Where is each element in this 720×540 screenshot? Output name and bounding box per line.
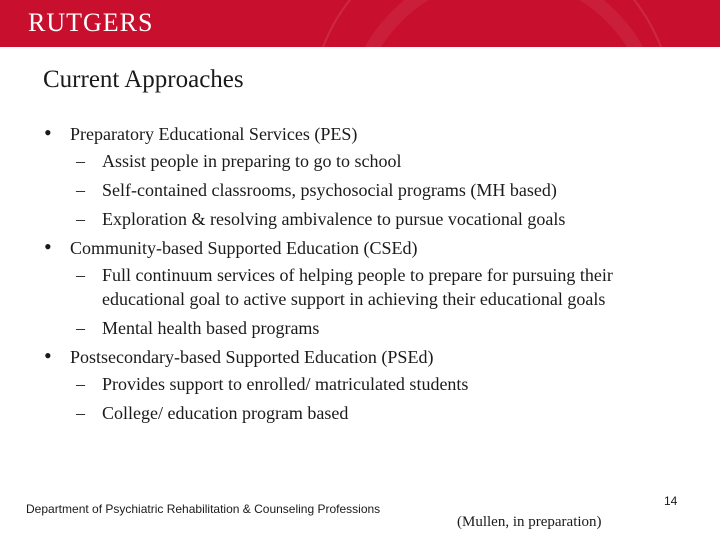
bullet-icon: • bbox=[44, 120, 52, 145]
sub-item bbox=[0, 178, 720, 202]
bullet-item-csed bbox=[0, 236, 720, 260]
dash-icon: – bbox=[76, 265, 85, 285]
dash-icon: – bbox=[76, 374, 85, 394]
bullet-item-pes bbox=[0, 122, 720, 146]
dash-icon: – bbox=[76, 403, 85, 423]
slide-title: Current Approaches bbox=[43, 66, 244, 93]
sub-item bbox=[0, 372, 720, 396]
sub-item-text: Assist people in preparing to go to school bbox=[102, 151, 402, 171]
dash-icon: – bbox=[76, 151, 85, 171]
bullet-icon: • bbox=[44, 343, 52, 368]
bullet-text: Postsecondary-based Supported Education (PSEd) bbox=[70, 347, 434, 367]
bullet-text: Preparatory Educational Services (PES) bbox=[70, 124, 358, 144]
sub-item bbox=[0, 316, 720, 340]
bullet-icon: • bbox=[44, 234, 52, 259]
sub-item bbox=[0, 401, 720, 425]
sub-item-text: Provides support to enrolled/ matriculated students bbox=[102, 374, 469, 394]
sub-item-text: Self-contained classrooms, psychosocial programs (MH based) bbox=[102, 180, 557, 200]
header-banner bbox=[0, 0, 720, 47]
sub-item bbox=[0, 149, 720, 173]
dash-icon: – bbox=[76, 318, 85, 338]
bullet-item-psed bbox=[0, 345, 720, 369]
footer-department: Department of Psychiatric Rehabilitation & Counseling Professions bbox=[26, 502, 381, 516]
sub-item-text: Mental health based programs bbox=[102, 318, 320, 338]
sub-item-text: Exploration & resolving ambivalence to pursue vocational goals bbox=[102, 209, 566, 229]
bullet-text: Community-based Supported Education (CSEd) bbox=[70, 238, 418, 258]
dash-icon: – bbox=[76, 180, 85, 200]
bullet-list bbox=[0, 122, 720, 430]
sub-item-text: Full continuum services of helping people to prepare for pursuing their educational goal to active support in achieving their educational goals bbox=[102, 265, 613, 309]
sub-item bbox=[0, 263, 720, 311]
page-number: 14 bbox=[664, 494, 678, 508]
dash-icon: – bbox=[76, 209, 85, 229]
footer-citation: (Mullen, in preparation) bbox=[457, 514, 602, 530]
sub-item bbox=[0, 207, 720, 231]
rutgers-logo: RUTGERS bbox=[28, 8, 154, 37]
sub-item-text: College/ education program based bbox=[102, 403, 349, 423]
